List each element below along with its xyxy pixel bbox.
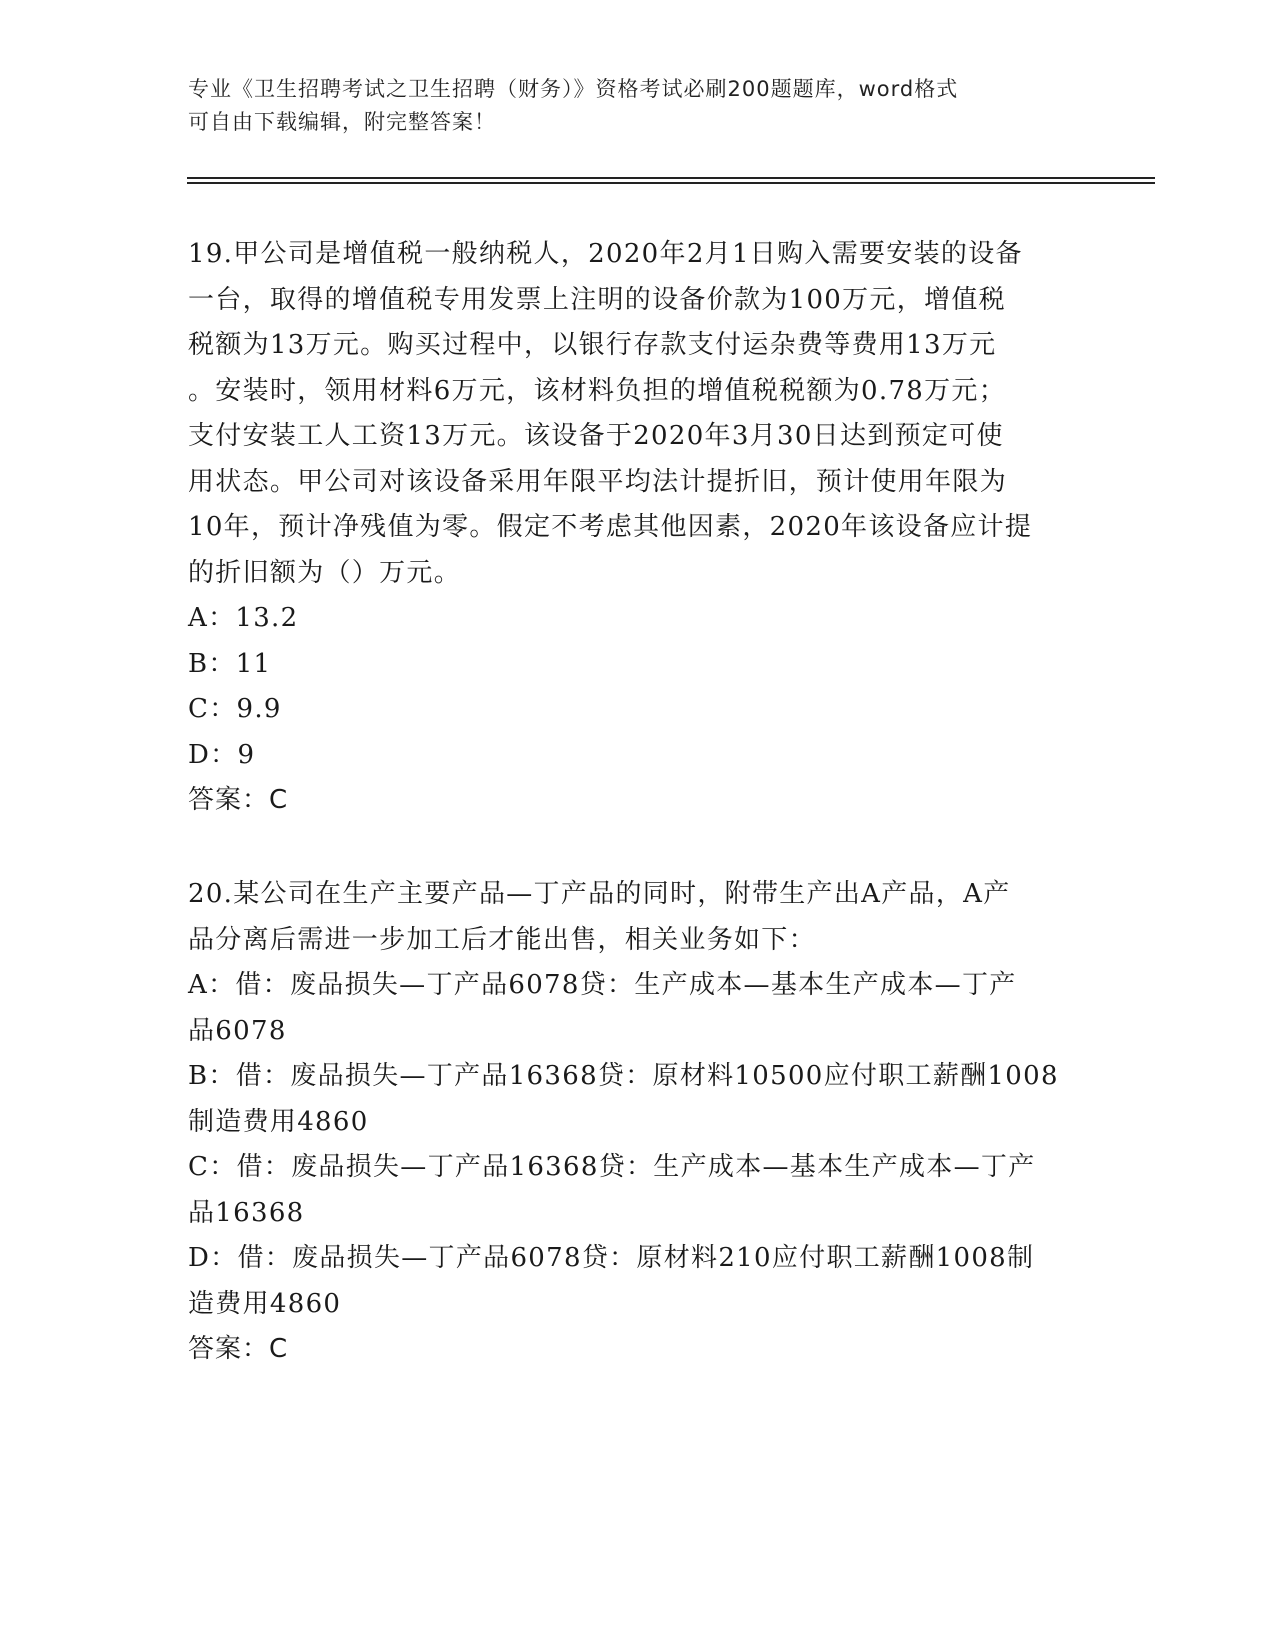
option-a-continued: 品6078 bbox=[188, 1015, 287, 1046]
option-b: B：11 bbox=[188, 648, 272, 679]
answer-label: 答案：C bbox=[188, 1334, 289, 1364]
answer-label: 答案：C bbox=[188, 785, 289, 815]
header-line-1: 专业《卫生招聘考试之卫生招聘（财务）》资格考试必刷200题题库，word格式 bbox=[188, 77, 959, 101]
option-d-continued: 造费用4860 bbox=[188, 1288, 342, 1319]
header-divider-top bbox=[187, 177, 1155, 179]
option-d: D：借：废品损失—丁产品6078贷：原材料210应付职工薪酬1008制 bbox=[188, 1243, 1035, 1273]
question-19 bbox=[188, 232, 1088, 824]
option-b: B：借：废品损失—丁产品16368贷：原材料10500应付职工薪酬1008 bbox=[188, 1061, 1059, 1091]
option-d: D：9 bbox=[188, 739, 256, 770]
question-stem-line: 10年，预计净残值为零。假定不考虑其他因素，2020年该设备应计提 bbox=[188, 512, 1033, 542]
question-stem-line: 税额为13万元。购买过程中，以银行存款支付运杂费等费用13万元 bbox=[188, 330, 997, 360]
option-a: A：借：废品损失—丁产品6078贷：生产成本—基本生产成本—丁产 bbox=[188, 970, 1017, 1000]
question-stem-line: 。安装时，领用材料6万元，该材料负担的增值税税额为0.78万元； bbox=[188, 375, 1007, 406]
option-c: C：9.9 bbox=[188, 694, 282, 724]
option-c: C：借：废品损失—丁产品16368贷：生产成本—基本生产成本—丁产 bbox=[188, 1152, 1036, 1182]
question-stem-line: 一台，取得的增值税专用发票上注明的设备价款为100万元，增值税 bbox=[188, 284, 1006, 315]
header-divider-bottom bbox=[187, 182, 1155, 184]
question-stem-line: 支付安装工人工资13万元。该设备于2020年3月30日达到预定可使 bbox=[188, 421, 1004, 451]
question-stem-line: 用状态。甲公司对该设备采用年限平均法计提折旧，预计使用年限为 bbox=[188, 466, 1008, 497]
question-20 bbox=[188, 872, 1088, 1373]
question-stem-line: 19.甲公司是增值税一般纳税人，2020年2月1日购入需要安装的设备 bbox=[188, 239, 1023, 269]
question-stem-line: 20.某公司在生产主要产品—丁产品的同时，附带生产出A产品，A产 bbox=[188, 879, 1011, 909]
question-stem-line: 品分离后需进一步加工后才能出售，相关业务如下： bbox=[188, 924, 816, 955]
document-header bbox=[188, 73, 1068, 139]
question-stem-line: 的折旧额为（）万元。 bbox=[188, 557, 462, 588]
option-b-continued: 制造费用4860 bbox=[188, 1106, 369, 1137]
option-a: A：13.2 bbox=[188, 603, 299, 633]
header-line-2: 可自由下载编辑，附完整答案！ bbox=[188, 110, 496, 134]
option-c-continued: 品16368 bbox=[188, 1197, 305, 1228]
